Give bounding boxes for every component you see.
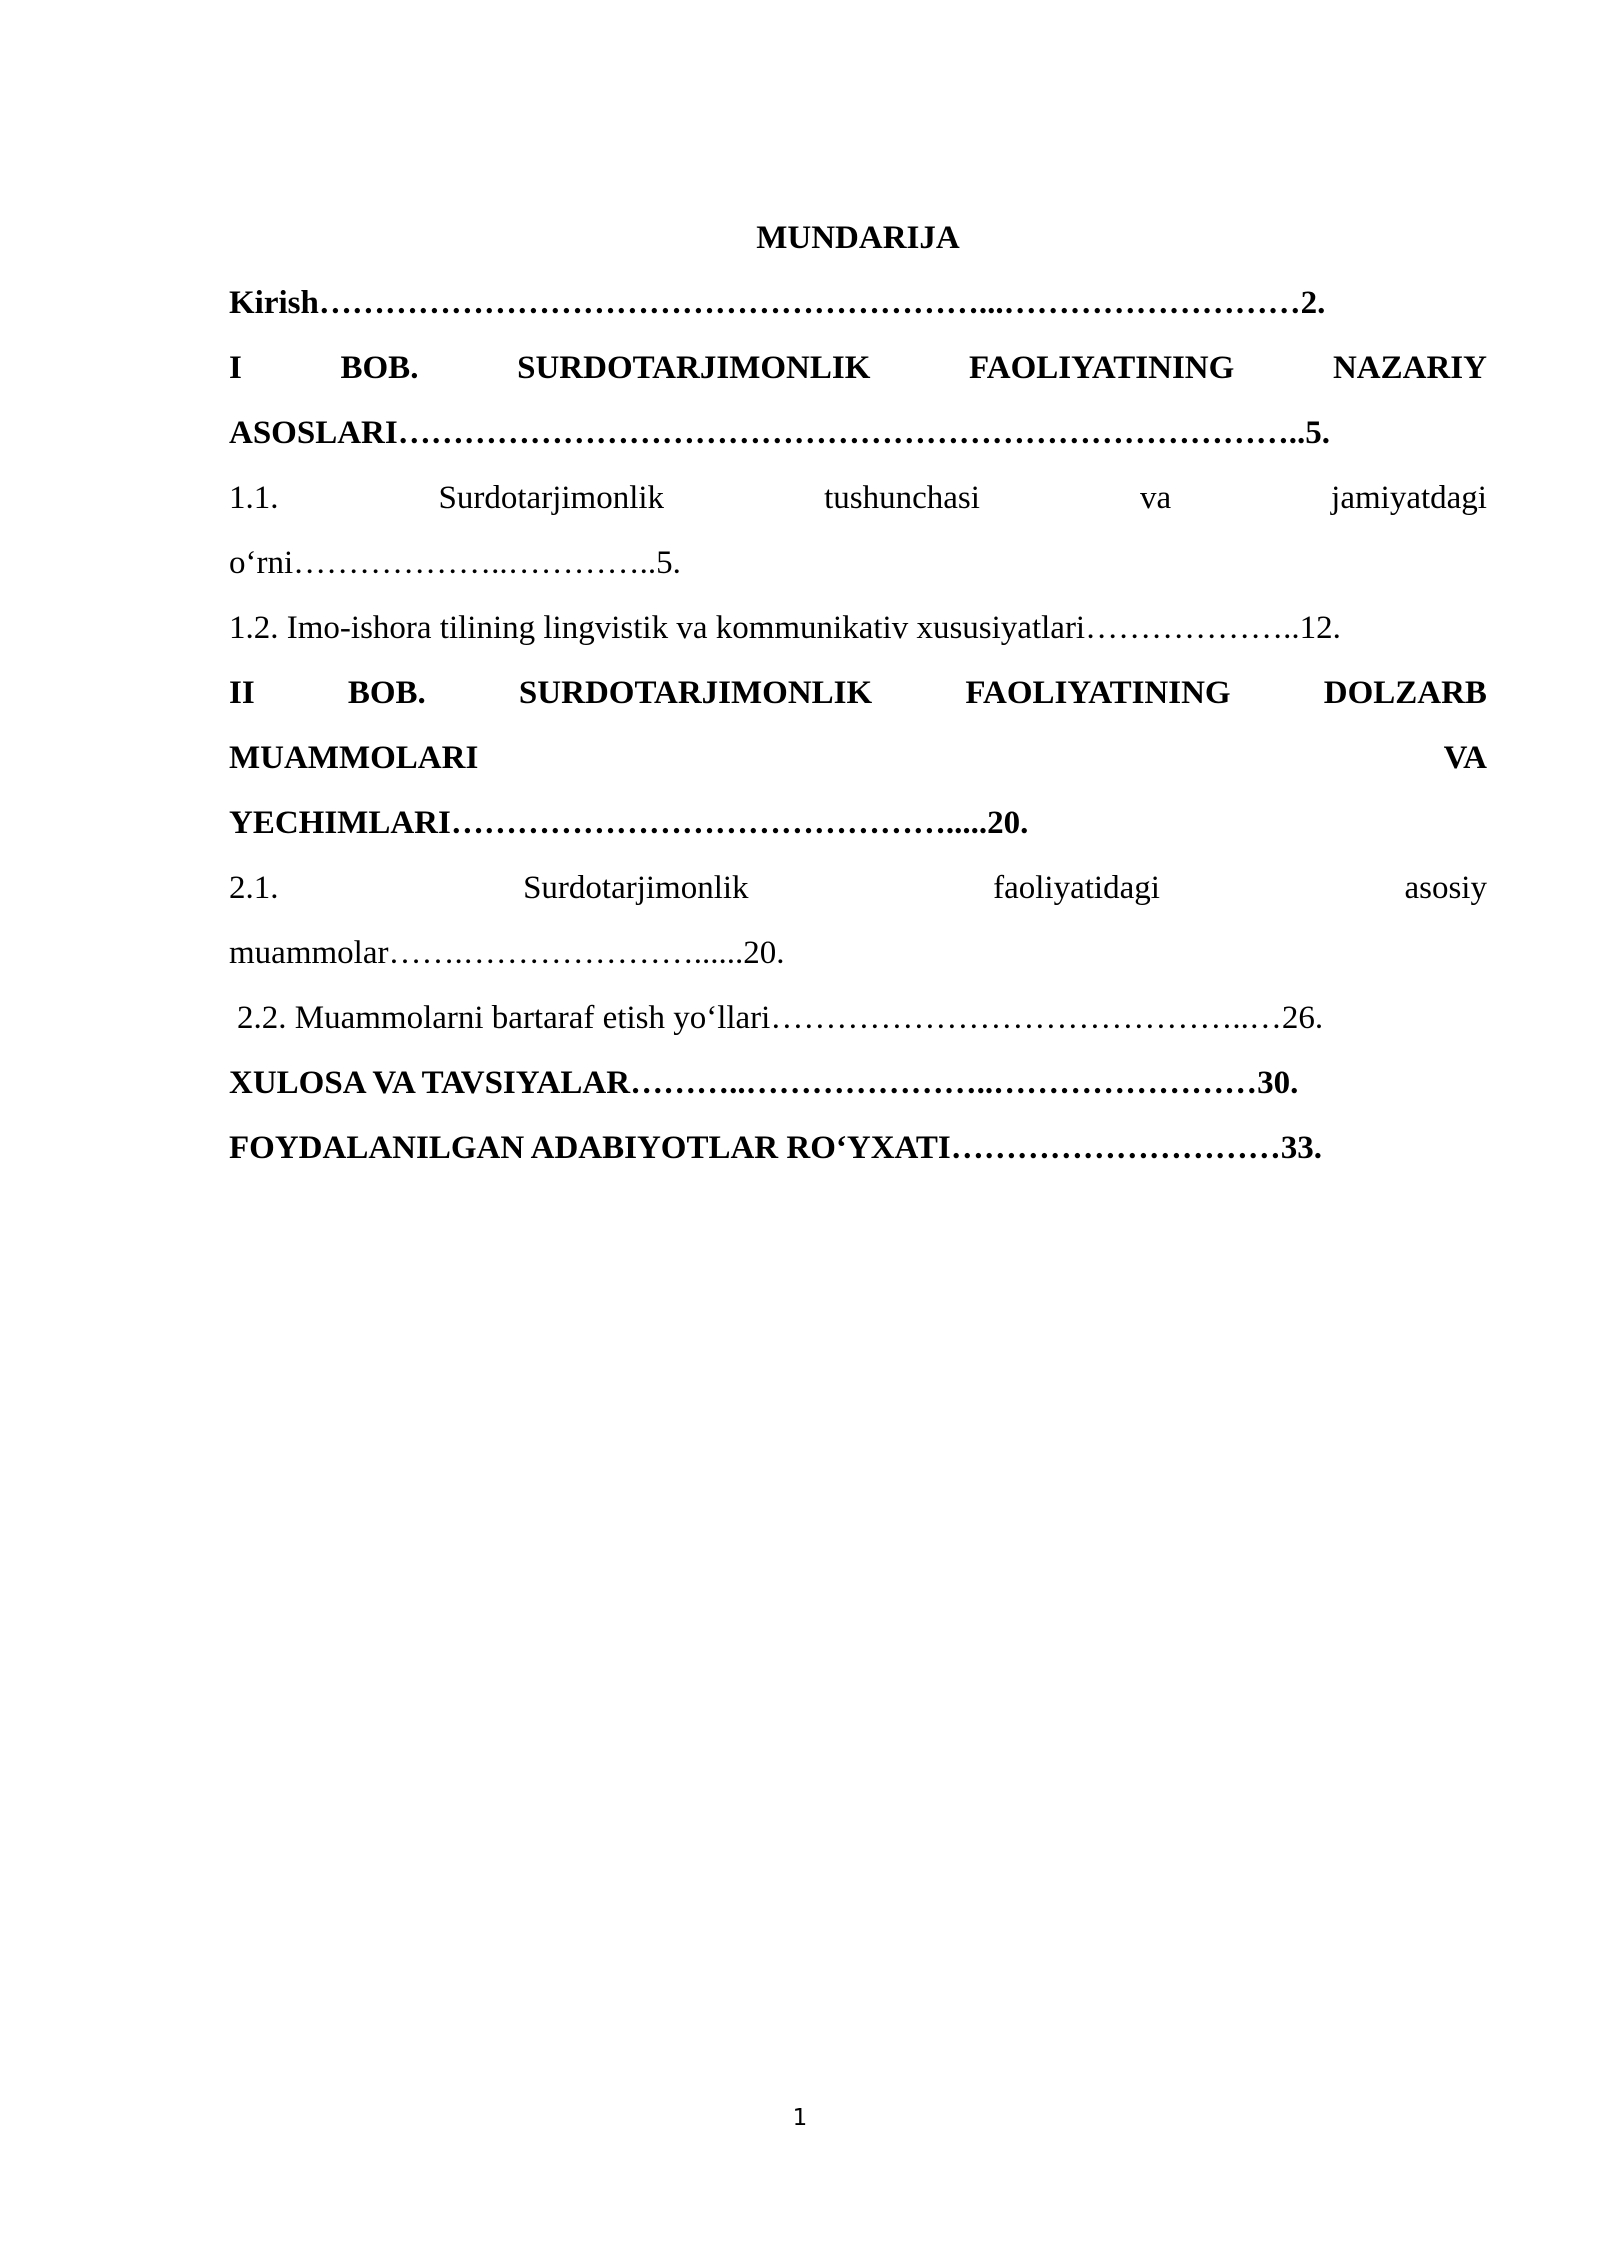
toc-entry-kirish: Kirish……………………………………………………...………………………2. <box>229 285 1326 321</box>
page-number: 1 <box>792 2105 808 2131</box>
toc-word: MUAMMOLARI <box>229 740 479 776</box>
toc-word: SURDOTARJIMONLIK <box>518 675 873 711</box>
toc-word: tushunchasi <box>824 480 980 516</box>
toc-word: Surdotarjimonlik <box>438 480 665 516</box>
toc-entry-2-2: 2.2. Muammolarni bartaraf etish yo‘llari……………………………………..…26. <box>237 1000 1324 1036</box>
toc-word: asosiy <box>1404 870 1487 906</box>
toc-entry-2-1-line2: muammolar…….…………………......20. <box>229 935 785 971</box>
toc-word: faoliyatidagi <box>993 870 1160 906</box>
toc-entry-bob1-line1 <box>229 336 1487 401</box>
toc-entry-bob2-line1 <box>229 661 1487 726</box>
toc-word: jamiyatdagi <box>1331 480 1487 516</box>
toc-entry-1-1-line1 <box>229 466 1487 531</box>
toc-word: I <box>229 350 242 386</box>
toc-word: FAOLIYATINING <box>969 350 1235 386</box>
toc-entry-xulosa: XULOSA VA TAVSIYALAR………..…………………..……………………30. <box>229 1065 1299 1101</box>
toc-word: VA <box>1443 740 1487 776</box>
table-of-contents <box>229 206 1487 1181</box>
toc-word: Surdotarjimonlik <box>523 870 749 906</box>
toc-word: BOB. <box>340 350 419 386</box>
toc-entry-adabiyotlar: FOYDALANILGAN ADABIYOTLAR RO‘YXATI…………………………33. <box>229 1130 1323 1166</box>
toc-word: SURDOTARJIMONLIK <box>517 350 871 386</box>
toc-word: BOB. <box>347 675 426 711</box>
toc-word: NAZARIY <box>1332 350 1487 386</box>
toc-entry-1-1-line2: o‘rni………………..…………..5. <box>229 545 681 581</box>
toc-entry-1-2: 1.2. Imo-ishora tilining lingvistik va kommunikativ xususiyatlari………………..12. <box>229 610 1341 646</box>
toc-word: II <box>229 675 255 711</box>
toc-title: MUNDARIJA <box>756 220 960 256</box>
toc-entry-bob1-line2: ASOSLARI………………………………………………………………………..5. <box>229 415 1330 451</box>
toc-word: 1.1. <box>229 480 279 516</box>
toc-word: DOLZARB <box>1323 675 1487 711</box>
toc-word: va <box>1139 480 1172 516</box>
toc-word: 2.1. <box>229 870 279 906</box>
toc-entry-2-1-line1 <box>229 856 1487 921</box>
toc-word: FAOLIYATINING <box>965 675 1231 711</box>
toc-entry-bob2-line3: YECHIMLARI……………………………………….....20. <box>229 805 1029 841</box>
toc-entry-bob2-line2 <box>229 726 1487 791</box>
